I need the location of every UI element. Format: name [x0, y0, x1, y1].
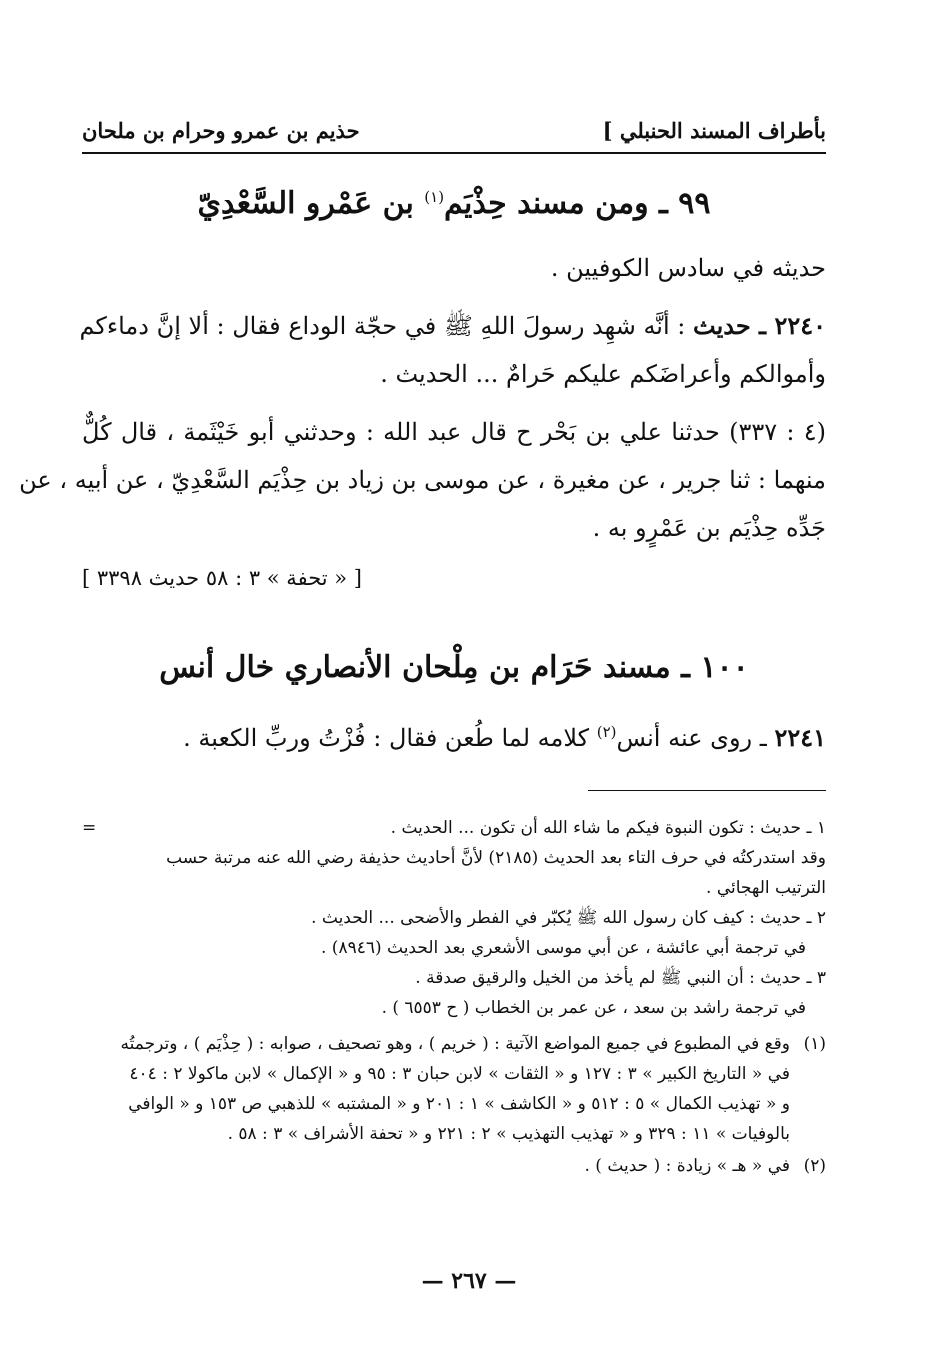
footnote-divider — [588, 790, 826, 791]
footnote-1-line: و « تهذيب الكمال » ٥ : ٥١٢ و « الكاشف » ١ : ٢٠١ و « المشتبه » للذهبي ص ١٥٣ و « الوافي — [128, 1094, 790, 1114]
hadith-2241-text-a: ـ روى عنه أنس — [616, 724, 767, 752]
hadith-2240-number: ٢٢٤٠ ـ حديث — [693, 311, 826, 340]
isnad-line-1: (٤ : ٣٣٧) حدثنا علي بن بَحْر ح قال عبد الله : وحدثني أبو خَيْثَمة ، قال كُلٌّ — [82, 418, 827, 446]
footnote-line: في ترجمة راشد بن سعد ، عن عمر بن الخطاب ( ح ٦٥٥٣ ) . — [381, 998, 806, 1018]
footnote-line: وقد استدركتُه في حرف التاء بعد الحديث (٢١٨٥) لأنَّ أحاديث حذيفة رضي الله عنه مرتبة حسب — [166, 848, 826, 868]
header-book-title: بأطراف المسند الحنبلي ] — [602, 118, 826, 143]
hadith-2240-line-2: وأموالكم وأعراضَكم عليكم حَرامٌ ... الحديث . — [380, 360, 826, 388]
footnote-line: في ترجمة أبي عائشة ، عن أبي موسى الأشعري بعد الحديث (٨٩٤٦) . — [320, 938, 806, 958]
section-99-title-main: ٩٩ ـ ومن مسند حِذْيَم — [444, 186, 711, 221]
running-header — [82, 112, 826, 154]
footnote-line: ١ ـ حديث : تكون النبوة فيكم ما شاء الله أن تكون ... الحديث . — [390, 818, 826, 838]
footnote-line: الترتيب الهجائي . — [706, 878, 826, 898]
footnote-1-line: في « التاريخ الكبير » ٣ : ١٢٧ و « الثقات » لابن حبان ٣ : ٩٥ و « الإكمال » لابن ماكولا ٢ : ٤٠٤ — [129, 1064, 790, 1084]
footnote-1-marker: (١) — [803, 1034, 826, 1054]
page-number: — ٢٦٧ — — [421, 1268, 517, 1294]
header-section-title: حذيم بن عمرو وحرام بن ملحان — [82, 118, 360, 143]
footnote-1-line: بالوفيات » ١١ : ٣٢٩ و « تهذيب التهذيب » ٢ : ٢٢١ و « تحفة الأشراف » ٣ : ٥٨ . — [227, 1124, 790, 1144]
footnote-line: ٢ ـ حديث : كيف كان رسول الله ﷺ يُكبّر في الفطر والأضحى ... الحديث . — [311, 908, 826, 928]
section-99-intro: حديثه في سادس الكوفيين . — [550, 254, 826, 282]
footnote-ref-1: (١) — [424, 188, 445, 206]
footnote-ref-2: (٢) — [596, 723, 617, 741]
hadith-2240-text-1: : أنَّه شهِد رسولَ اللهِ ﷺ في حجّة الوداع فقال : ألا إنَّ دماءكم — [79, 312, 686, 340]
section-99-heading — [82, 186, 826, 221]
footnote-1-line: وقع في المطبوع في جميع المواضع الآتية : ( خريم ) ، وهو تصحيف ، صوابه : ( حِذْيَم ) ، وترجمتُه — [120, 1034, 790, 1054]
section-99-title-rest: بن عَمْرو السَّعْدِيّ — [197, 186, 414, 221]
footnote-2-text: في « هـ » زيادة : ( حديث ) . — [584, 1156, 790, 1176]
hadith-2240-line-1 — [79, 302, 826, 350]
hadith-2241-number: ٢٢٤١ — [774, 723, 826, 752]
hadith-2241-text-b: كلامه لما طُعن فقال : فُزْتُ وربِّ الكعبة . — [183, 724, 590, 752]
hadith-2241-line — [82, 708, 826, 762]
footnotes — [82, 812, 826, 1252]
isnad-line-3: جَدِّه حِذْيَم بن عَمْرٍو به . — [592, 514, 826, 542]
section-100-heading: ١٠٠ ـ مسند حَرَام بن مِلْحان الأنصاري خال أنس — [159, 650, 749, 685]
footnote-continuation-marker: = — [82, 818, 97, 838]
isnad-line-2: منهما : ثنا جرير ، عن مغيرة ، عن موسى بن زياد بن حِذْيَم السَّعْدِيّ ، عن أبيه ، عن — [19, 466, 826, 494]
footnote-line: ٣ ـ حديث : أن النبي ﷺ لم يأخذ من الخيل والرقيق صدقة . — [415, 968, 826, 988]
footnote-2-marker: (٢) — [803, 1156, 826, 1176]
tuhfa-reference: [ « تحفة » ٣ : ٥٨ حديث ٣٣٩٨ ] — [82, 566, 362, 590]
